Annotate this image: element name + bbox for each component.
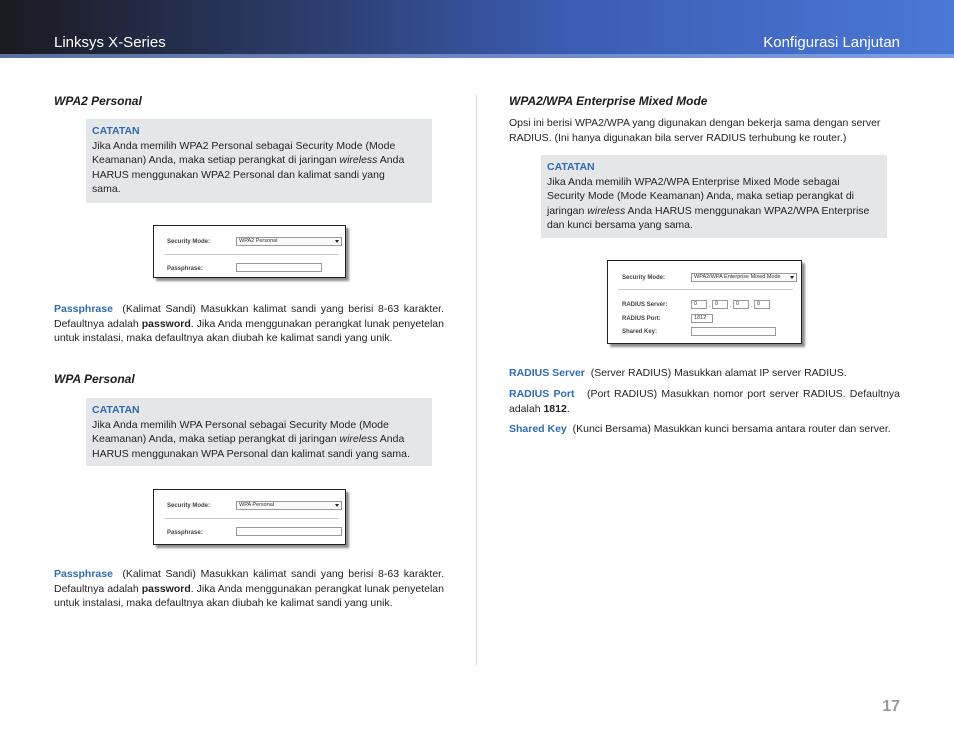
page-header [0,0,954,58]
security-mode-label: Security Mode: [622,275,666,281]
ip-octet-field: 0 [754,300,770,309]
note-title: CATATAN [92,125,140,137]
security-mode-select: WPA Personal [236,501,342,510]
wpa-settings-screenshot [153,489,346,545]
separator [618,289,793,290]
shared-key-label: Shared Key: [622,329,658,335]
enterprise-intro: Opsi ini berisi WPA2/WPA yang digunakan dengan bekerja sama dengan server RADIUS. (Ini hanya digunakan bila server RADIUS terhubung ke router.) [509,117,881,144]
radius-port-label: RADIUS Port: [622,316,661,322]
ip-dot: . [730,303,732,309]
wpa-personal-heading: WPA Personal [54,372,135,386]
shared-key-description: Shared Key (Kunci Bersama) Masukkan kunci bersama antara router dan server. [509,423,891,435]
wpa2-passphrase-description: Passphrase (Kalimat Sandi) Masukkan kalimat sandi yang berisi 8-63 karakter. Defaultnya adalah password. Jika Anda menggunakan perangkat lunak penyetelan untuk instalasi, maka defaultnya akan diubah ke kalimat sandi yang unik. [54,303,444,344]
enterprise-note-box [541,155,887,238]
chevron-down-icon [790,276,794,279]
note-title: CATATAN [92,404,140,416]
ip-octet-field: 0 [691,300,707,309]
chevron-down-icon [335,504,339,507]
ip-dot: . [709,303,711,309]
radius-server-term: RADIUS Server [509,367,585,379]
passphrase-term: Passphrase [54,303,113,315]
note-text: Jika Anda memilih WPA2/WPA Enterprise Mixed Mode sebagai Security Mode (Mode Keamanan) Anda, maka setiap perangkat di jaringan wireless Anda HARUS menggunakan WPA2/WPA Enterprise dan kunci bersama yang sama. [547,175,870,231]
shared-key-term: Shared Key [509,423,567,435]
ip-dot: . [751,303,753,309]
header-band [0,54,954,58]
ip-octet-field: 0 [733,300,749,309]
security-mode-label: Security Mode: [167,239,211,245]
ip-octet-field: 0 [712,300,728,309]
passphrase-label: Passphrase: [167,530,203,536]
passphrase-label: Passphrase: [167,266,203,272]
wpa-note-box [86,398,432,466]
enterprise-mode-heading: WPA2/WPA Enterprise Mixed Mode [509,94,708,108]
chevron-down-icon [335,240,339,243]
note-text: Jika Anda memilih WPA Personal sebagai Security Mode (Mode Keamanan) Anda, maka setiap perangkat di jaringan wireless Anda HARUS menggunakan WPA Personal dan kalimat sandi yang sama. [92,418,410,460]
note-title: CATATAN [547,161,595,173]
wpa2-settings-screenshot [153,225,346,278]
wpa2-personal-heading: WPA2 Personal [54,94,142,108]
passphrase-field [236,527,342,536]
radius-port-field: 1812 [691,314,713,323]
enterprise-settings-screenshot [607,260,802,344]
security-mode-select: WPA2 Personal [236,237,342,246]
security-mode-select: WPA2/WPA Enterprise Mixed Mode [691,273,797,282]
note-text: Jika Anda memilih WPA2 Personal sebagai Security Mode (Mode Keamanan) Anda, maka setiap perangkat di jaringan wireless Anda HARUS menggunakan WPA2 Personal dan kalimat sandi yang sama. [92,139,405,195]
page-number: 17 [882,698,900,715]
separator [164,254,339,255]
passphrase-term: Passphrase [54,568,113,580]
header-section-title: Konfigurasi Lanjutan [763,34,900,51]
radius-port-term: RADIUS Port [509,388,575,400]
security-mode-label: Security Mode: [167,503,211,509]
separator [164,518,339,519]
shared-key-field [691,327,776,336]
passphrase-field [236,263,322,272]
wpa-passphrase-description: Passphrase (Kalimat Sandi) Masukkan kalimat sandi yang berisi 8-63 karakter. Defaultnya adalah password. Jika Anda menggunakan perangkat lunak penyetelan untuk instalasi, maka defaultnya akan diubah ke kalimat sandi yang unik. [54,568,444,609]
header-product-title: Linksys X-Series [54,34,166,51]
column-divider [476,95,477,665]
wpa2-note-box [86,119,432,203]
radius-port-description: RADIUS Port (Port RADIUS) Masukkan nomor port server RADIUS. Defaultnya adalah 1812. [509,388,900,415]
radius-server-description: RADIUS Server (Server RADIUS) Masukkan alamat IP server RADIUS. [509,367,847,379]
radius-server-label: RADIUS Server: [622,302,668,308]
